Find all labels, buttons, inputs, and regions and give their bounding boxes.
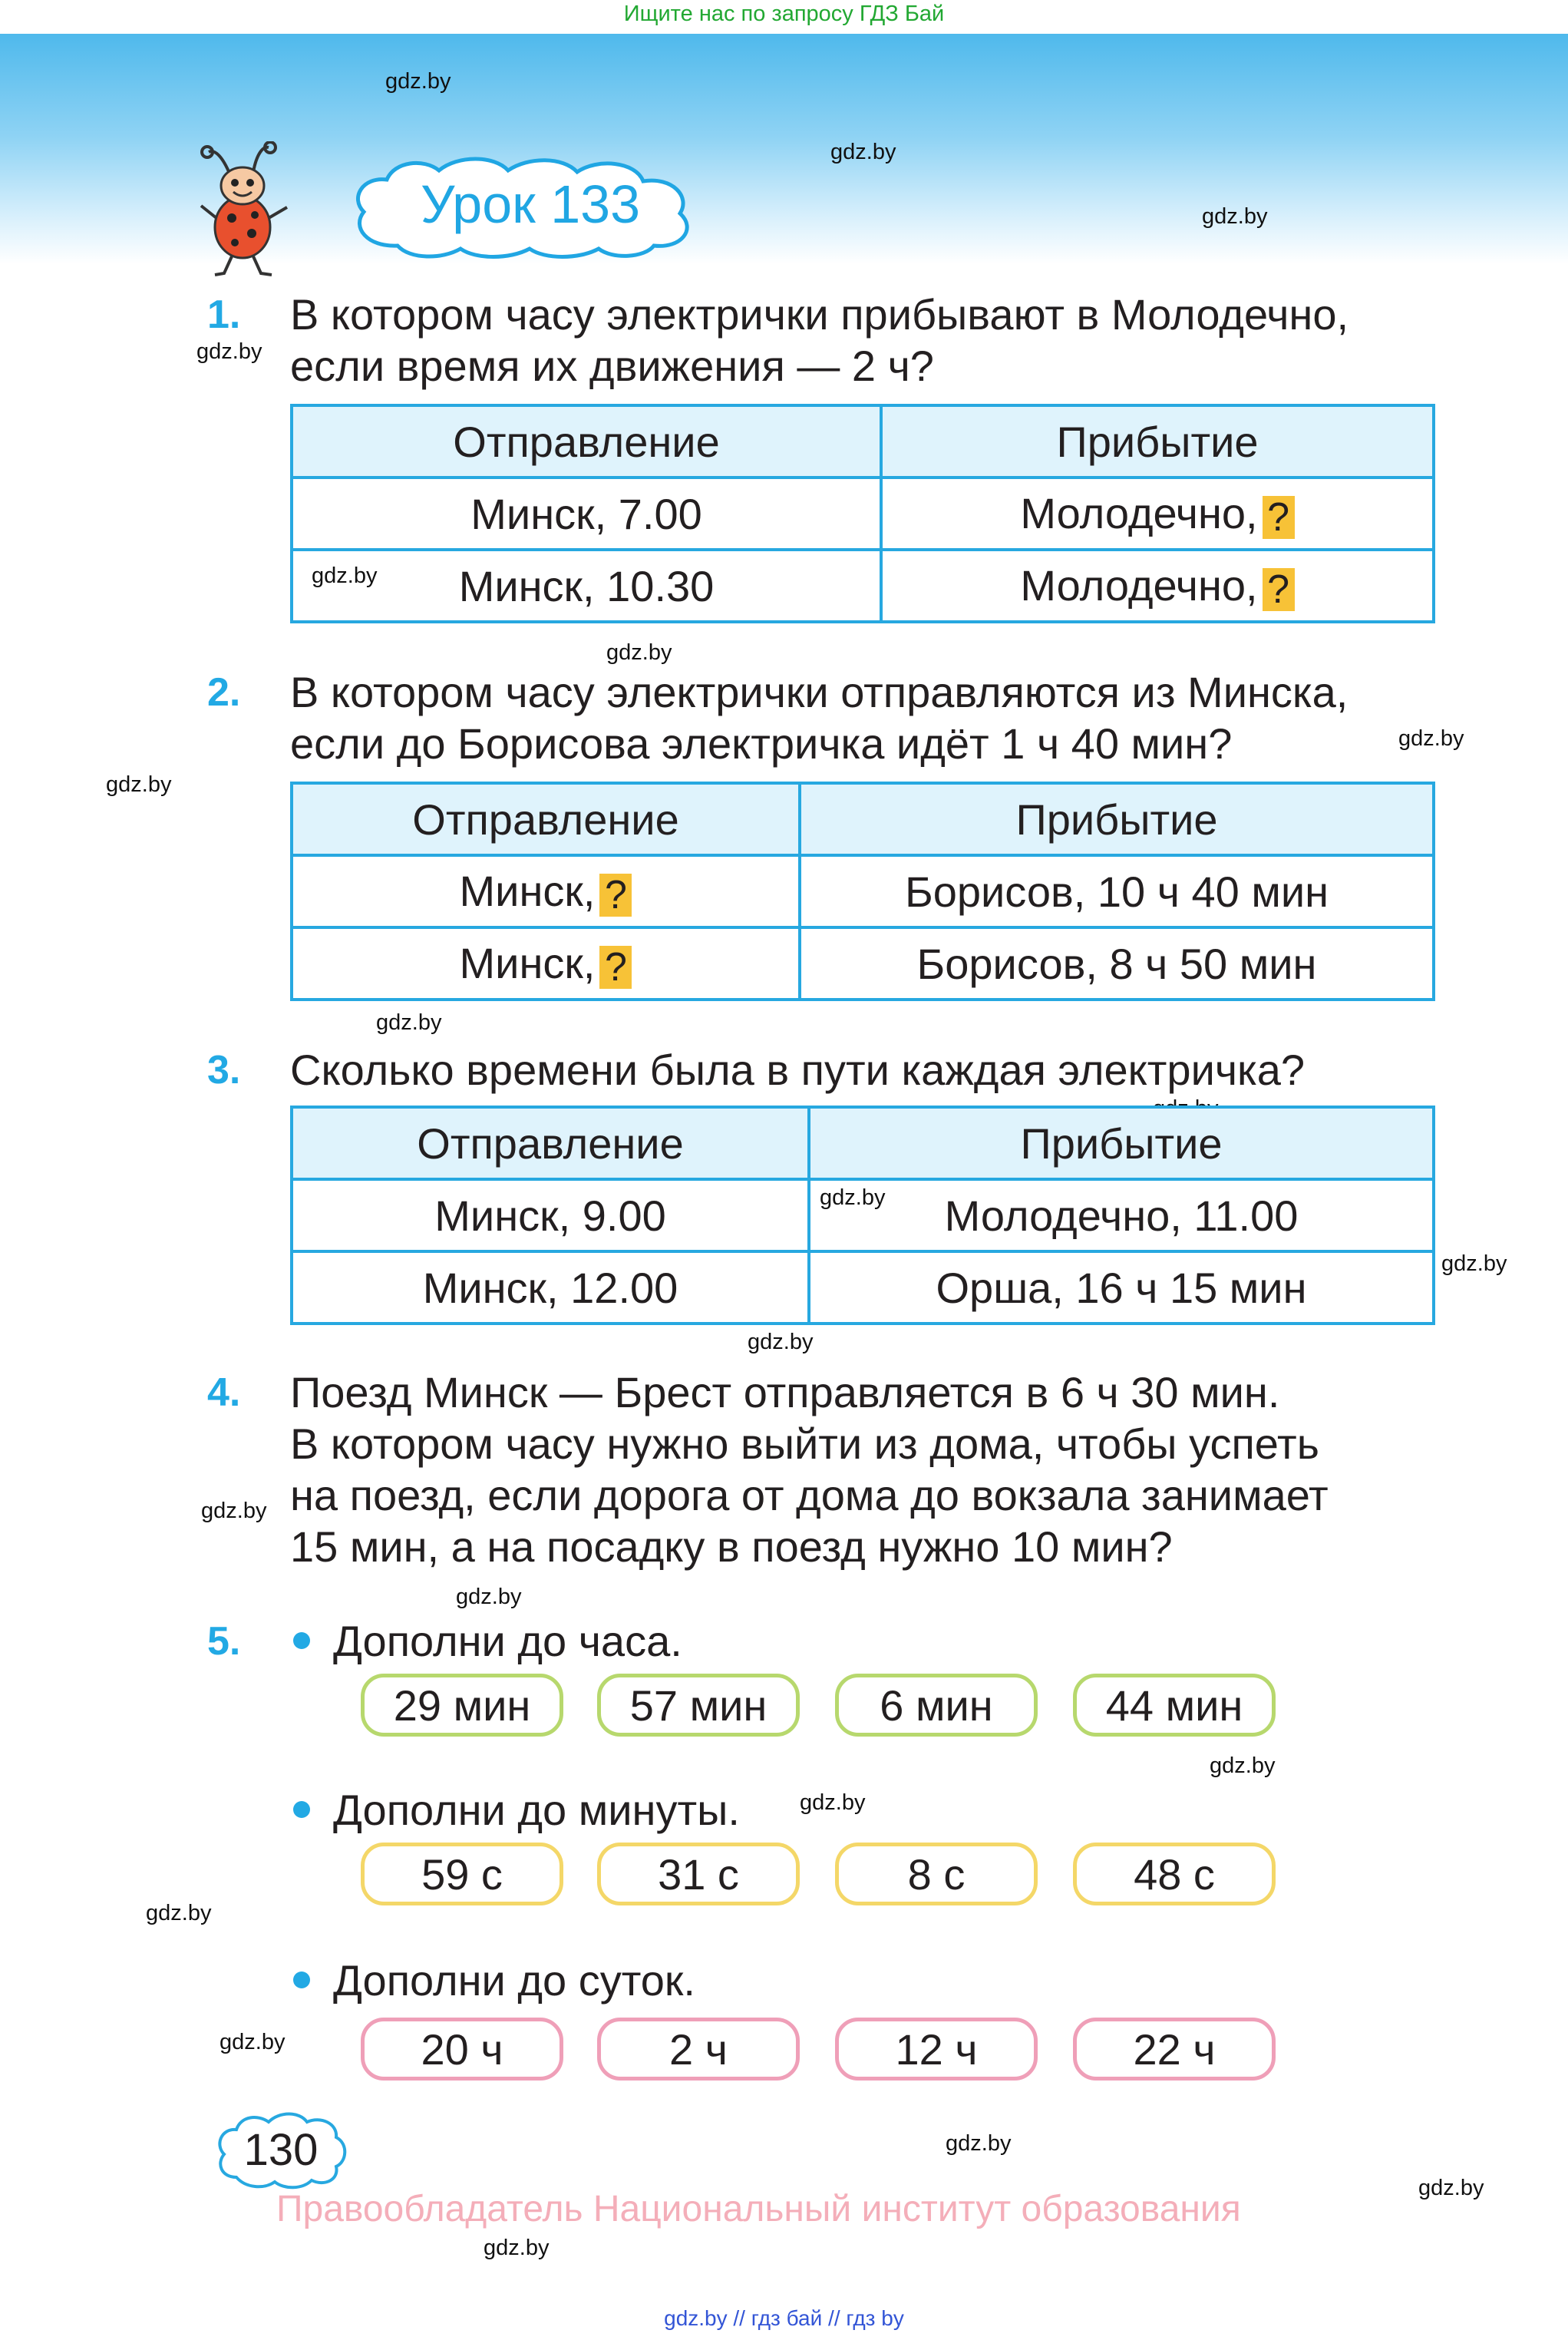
arrival-cell: Орша, 16 ч 15 мин bbox=[809, 1251, 1434, 1324]
watermark: gdz.by bbox=[1441, 1251, 1507, 1276]
watermark: gdz.by bbox=[830, 140, 896, 164]
hour-value-pill: 6 мин bbox=[835, 1674, 1038, 1737]
table-row bbox=[292, 855, 1434, 927]
departure-cell: Минск, 10.30 bbox=[292, 550, 881, 622]
question-mark-box: ? bbox=[1263, 496, 1295, 539]
watermark: gdz.by bbox=[106, 772, 172, 797]
copyright-notice: Правообладатель Национальный институт образования bbox=[276, 2189, 1241, 2229]
table-header-departure: Отправление bbox=[292, 783, 800, 855]
hour-value-pill: 29 мин bbox=[361, 1674, 563, 1737]
task-4-line: 15 мин, а на посадку в поезд нужно 10 мин? bbox=[290, 1522, 1173, 1571]
table-header-arrival: Прибытие bbox=[881, 405, 1434, 478]
task-2-text bbox=[290, 666, 1441, 769]
task-2-number: 2. bbox=[207, 670, 241, 715]
table-row bbox=[292, 550, 1434, 622]
table-row bbox=[292, 1251, 1434, 1324]
table-header-arrival: Прибытие bbox=[809, 1107, 1434, 1179]
task-4-number: 4. bbox=[207, 1370, 241, 1415]
task-4-line: В котором часу нужно выйти из дома, чтобы успеть bbox=[290, 1420, 1319, 1468]
table-row bbox=[292, 1179, 1434, 1251]
watermark: gdz.by bbox=[1418, 2176, 1484, 2200]
minute-value-pill: 8 с bbox=[835, 1843, 1038, 1905]
task-4-line: Поезд Минск — Брест отправляется в 6 ч 30 мин. bbox=[290, 1368, 1280, 1416]
watermark: gdz.by bbox=[220, 2030, 286, 2054]
task-1-line: В котором часу электрички прибывают в Молодечно, bbox=[290, 290, 1349, 339]
day-value-pill: 2 ч bbox=[597, 2018, 800, 2081]
watermark: gdz.by bbox=[196, 339, 262, 364]
watermark: gdz.by bbox=[748, 1330, 814, 1354]
task-5-label: Дополни до часа. bbox=[333, 1617, 682, 1665]
lesson-title: Урок 133 bbox=[420, 174, 641, 234]
task-1-table bbox=[290, 404, 1435, 623]
watermark: gdz.by bbox=[606, 640, 672, 665]
watermark: gdz.by bbox=[946, 2131, 1012, 2156]
bullet-icon bbox=[293, 1801, 310, 1818]
watermark: gdz.by bbox=[800, 1790, 866, 1815]
watermark: gdz.by bbox=[1202, 204, 1268, 229]
task-3-text: Сколько времени была в пути каждая электричка? bbox=[290, 1046, 1306, 1094]
watermark: gdz.by bbox=[820, 1185, 886, 1210]
minute-value-pill: 48 с bbox=[1073, 1843, 1276, 1905]
day-value-pill: 22 ч bbox=[1073, 2018, 1276, 2081]
ladybug-mascot-icon bbox=[192, 141, 299, 279]
task-4-text bbox=[290, 1367, 1434, 1572]
task-3-number: 3. bbox=[207, 1048, 241, 1092]
departure-cell: Минск, ? bbox=[292, 927, 800, 1000]
arrival-cell: Борисов, 8 ч 50 мин bbox=[800, 927, 1434, 1000]
arrival-cell: Молодечно, ? bbox=[881, 550, 1434, 622]
departure-cell: Минск, 12.00 bbox=[292, 1251, 809, 1324]
departure-cell: Минск, 9.00 bbox=[292, 1179, 809, 1251]
minute-value-pill: 31 с bbox=[597, 1843, 800, 1905]
watermark: gdz.by bbox=[376, 1010, 442, 1035]
table-row bbox=[292, 478, 1434, 550]
arrival-cell: Молодечно, 11.00 bbox=[809, 1179, 1434, 1251]
table-header-arrival: Прибытие bbox=[800, 783, 1434, 855]
task-2-line: если до Борисова электричка идёт 1 ч 40 мин? bbox=[290, 719, 1233, 768]
task-1-text bbox=[290, 289, 1441, 392]
watermark: gdz.by bbox=[385, 69, 451, 94]
question-mark-box: ? bbox=[599, 946, 632, 989]
table-row bbox=[292, 927, 1434, 1000]
table-header-departure: Отправление bbox=[292, 405, 881, 478]
watermark: gdz.by bbox=[146, 1901, 212, 1925]
page-number-cloud bbox=[213, 2108, 348, 2191]
watermark: gdz.by bbox=[1398, 726, 1464, 751]
minute-value-pill: 59 с bbox=[361, 1843, 563, 1905]
table-header-departure: Отправление bbox=[292, 1107, 809, 1179]
day-value-pill: 20 ч bbox=[361, 2018, 563, 2081]
task-4-line: на поезд, если дорога от дома до вокзала занимает bbox=[290, 1471, 1329, 1519]
bullet-icon bbox=[293, 1632, 310, 1649]
question-mark-box: ? bbox=[599, 874, 632, 917]
task-1-line: если время их движения — 2 ч? bbox=[290, 342, 934, 390]
task-3-table bbox=[290, 1106, 1435, 1325]
task-5-label: Дополни до минуты. bbox=[333, 1786, 740, 1834]
page-number: 130 bbox=[243, 2124, 319, 2175]
watermark: gdz.by bbox=[456, 1585, 522, 1609]
question-mark-box: ? bbox=[1263, 568, 1295, 611]
top-search-note: Ищите нас по запросу ГДЗ Бай bbox=[623, 2, 945, 26]
bottom-links: gdz.by // гдз бай // гдз by bbox=[664, 2306, 904, 2330]
bullet-icon bbox=[293, 1971, 310, 1988]
task-2-table bbox=[290, 782, 1435, 1001]
task-2-line: В котором часу электрички отправляются из Минска, bbox=[290, 668, 1348, 716]
arrival-cell: Молодечно, ? bbox=[881, 478, 1434, 550]
departure-cell: Минск, 7.00 bbox=[292, 478, 881, 550]
lesson-title-cloud bbox=[344, 154, 717, 261]
watermark: gdz.by bbox=[484, 2236, 550, 2260]
watermark: gdz.by bbox=[1210, 1753, 1276, 1778]
hour-value-pill: 57 мин bbox=[597, 1674, 800, 1737]
watermark: gdz.by bbox=[201, 1499, 267, 1523]
departure-cell: Минск, ? bbox=[292, 855, 800, 927]
task-5-label: Дополни до суток. bbox=[333, 1956, 695, 2005]
task-1-number: 1. bbox=[207, 292, 241, 337]
watermark: gdz.by bbox=[312, 564, 378, 588]
day-value-pill: 12 ч bbox=[835, 2018, 1038, 2081]
task-5-number: 5. bbox=[207, 1619, 241, 1664]
hour-value-pill: 44 мин bbox=[1073, 1674, 1276, 1737]
arrival-cell: Борисов, 10 ч 40 мин bbox=[800, 855, 1434, 927]
